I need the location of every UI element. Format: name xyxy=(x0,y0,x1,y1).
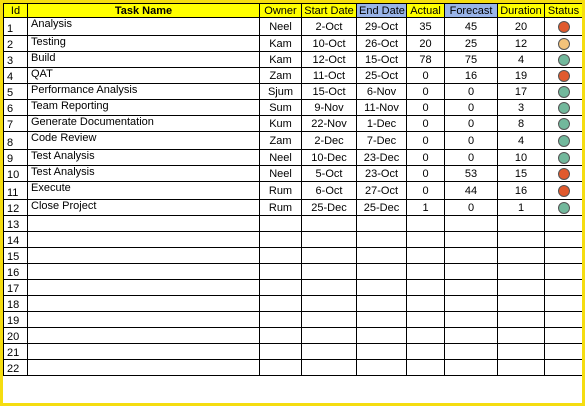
cell-status[interactable] xyxy=(545,166,583,182)
cell-status[interactable] xyxy=(545,150,583,166)
cell-task-name[interactable] xyxy=(28,360,260,376)
table-row xyxy=(4,312,583,328)
cell-status[interactable] xyxy=(545,232,583,248)
cell-task-name[interactable] xyxy=(28,328,260,344)
header-end-date[interactable]: End Date xyxy=(357,4,407,18)
cell-owner[interactable]: Kam xyxy=(260,36,302,52)
cell-id[interactable]: 18 xyxy=(4,296,28,312)
cell-duration[interactable]: 8 xyxy=(498,116,545,132)
cell-id[interactable]: 4 xyxy=(4,68,28,84)
table-row xyxy=(4,150,583,166)
cell-actual[interactable]: 35 xyxy=(407,18,445,36)
cell-task-name[interactable]: QAT xyxy=(28,68,260,84)
cell-end-date[interactable] xyxy=(357,296,407,312)
cell-start-date[interactable] xyxy=(302,344,357,360)
cell-status[interactable] xyxy=(545,52,583,68)
task-rows xyxy=(4,18,583,376)
cell-forecast[interactable]: 0 xyxy=(445,132,498,150)
cell-owner[interactable]: Neel xyxy=(260,18,302,36)
cell-duration[interactable]: 20 xyxy=(498,18,545,36)
cell-duration[interactable]: 3 xyxy=(498,100,545,116)
cell-duration[interactable] xyxy=(498,232,545,248)
cell-id[interactable]: 8 xyxy=(4,132,28,150)
cell-owner[interactable] xyxy=(260,216,302,232)
cell-start-date[interactable]: 12-Oct xyxy=(302,52,357,68)
cell-owner[interactable]: Rum xyxy=(260,182,302,200)
status-indicator-icon xyxy=(558,86,570,98)
status-indicator-icon xyxy=(558,202,570,214)
cell-start-date[interactable] xyxy=(302,312,357,328)
cell-start-date[interactable]: 9-Nov xyxy=(302,100,357,116)
cell-status[interactable] xyxy=(545,18,583,36)
cell-forecast[interactable] xyxy=(445,232,498,248)
cell-id[interactable]: 19 xyxy=(4,312,28,328)
cell-status[interactable] xyxy=(545,132,583,150)
status-indicator-icon xyxy=(558,21,570,33)
cell-task-name[interactable] xyxy=(28,232,260,248)
cell-actual[interactable] xyxy=(407,232,445,248)
table-row xyxy=(4,344,583,360)
header-row xyxy=(4,4,583,18)
table-row xyxy=(4,84,583,100)
cell-start-date[interactable]: 10-Dec xyxy=(302,150,357,166)
cell-owner[interactable] xyxy=(260,280,302,296)
cell-forecast[interactable]: 0 xyxy=(445,116,498,132)
cell-forecast[interactable]: 44 xyxy=(445,182,498,200)
cell-task-name[interactable] xyxy=(28,216,260,232)
cell-owner[interactable] xyxy=(260,248,302,264)
header-status[interactable]: Status xyxy=(545,4,583,18)
cell-forecast[interactable]: 0 xyxy=(445,150,498,166)
cell-owner[interactable]: Neel xyxy=(260,166,302,182)
cell-task-name[interactable] xyxy=(28,264,260,280)
cell-id[interactable]: 9 xyxy=(4,150,28,166)
cell-start-date[interactable]: 22-Nov xyxy=(302,116,357,132)
cell-actual[interactable] xyxy=(407,312,445,328)
cell-task-name[interactable]: Code Review xyxy=(28,132,260,150)
status-indicator-icon xyxy=(558,185,570,197)
cell-duration[interactable]: 10 xyxy=(498,150,545,166)
cell-start-date[interactable]: 2-Dec xyxy=(302,132,357,150)
table-row xyxy=(4,280,583,296)
cell-forecast[interactable] xyxy=(445,344,498,360)
cell-status[interactable] xyxy=(545,84,583,100)
cell-actual[interactable]: 0 xyxy=(407,84,445,100)
cell-duration[interactable] xyxy=(498,280,545,296)
cell-actual[interactable] xyxy=(407,280,445,296)
cell-owner[interactable] xyxy=(260,312,302,328)
cell-end-date[interactable]: 6-Nov xyxy=(357,84,407,100)
cell-start-date[interactable]: 11-Oct xyxy=(302,68,357,84)
cell-start-date[interactable] xyxy=(302,360,357,376)
status-indicator-icon xyxy=(558,168,570,180)
cell-id[interactable]: 21 xyxy=(4,344,28,360)
cell-actual[interactable]: 20 xyxy=(407,36,445,52)
cell-forecast[interactable]: 16 xyxy=(445,68,498,84)
cell-start-date[interactable]: 15-Oct xyxy=(302,84,357,100)
cell-status[interactable] xyxy=(545,264,583,280)
cell-duration[interactable]: 4 xyxy=(498,52,545,68)
cell-actual[interactable]: 0 xyxy=(407,68,445,84)
cell-owner[interactable] xyxy=(260,296,302,312)
cell-start-date[interactable]: 10-Oct xyxy=(302,36,357,52)
cell-start-date[interactable]: 2-Oct xyxy=(302,18,357,36)
header-forecast[interactable]: Forecast xyxy=(445,4,498,18)
cell-task-name[interactable]: Testing xyxy=(28,36,260,52)
cell-status[interactable] xyxy=(545,100,583,116)
cell-status[interactable] xyxy=(545,182,583,200)
cell-duration[interactable]: 17 xyxy=(498,84,545,100)
table-row xyxy=(4,264,583,280)
cell-duration[interactable]: 1 xyxy=(498,200,545,216)
cell-end-date[interactable]: 29-Oct xyxy=(357,18,407,36)
cell-start-date[interactable] xyxy=(302,216,357,232)
header-start-date[interactable]: Start Date xyxy=(302,4,357,18)
cell-actual[interactable] xyxy=(407,344,445,360)
cell-owner[interactable]: Neel xyxy=(260,150,302,166)
cell-owner[interactable] xyxy=(260,232,302,248)
cell-end-date[interactable] xyxy=(357,312,407,328)
cell-forecast[interactable] xyxy=(445,248,498,264)
cell-id[interactable]: 1 xyxy=(4,18,28,36)
cell-actual[interactable] xyxy=(407,328,445,344)
cell-end-date[interactable] xyxy=(357,360,407,376)
cell-forecast[interactable]: 0 xyxy=(445,100,498,116)
cell-id[interactable]: 7 xyxy=(4,116,28,132)
cell-end-date[interactable]: 1-Dec xyxy=(357,116,407,132)
cell-start-date[interactable] xyxy=(302,328,357,344)
cell-duration[interactable] xyxy=(498,264,545,280)
cell-start-date[interactable]: 25-Dec xyxy=(302,200,357,216)
cell-duration[interactable]: 16 xyxy=(498,182,545,200)
cell-actual[interactable] xyxy=(407,264,445,280)
cell-forecast[interactable]: 0 xyxy=(445,200,498,216)
header-id[interactable]: Id xyxy=(4,4,28,18)
cell-end-date[interactable]: 27-Oct xyxy=(357,182,407,200)
cell-end-date[interactable] xyxy=(357,264,407,280)
cell-owner[interactable] xyxy=(260,264,302,280)
table-row xyxy=(4,182,583,200)
cell-actual[interactable]: 0 xyxy=(407,116,445,132)
cell-end-date[interactable] xyxy=(357,232,407,248)
cell-status[interactable] xyxy=(545,36,583,52)
cell-duration[interactable]: 12 xyxy=(498,36,545,52)
table-row xyxy=(4,116,583,132)
cell-end-date[interactable]: 23-Dec xyxy=(357,150,407,166)
cell-owner[interactable] xyxy=(260,344,302,360)
cell-start-date[interactable] xyxy=(302,264,357,280)
table-row xyxy=(4,132,583,150)
cell-forecast[interactable] xyxy=(445,280,498,296)
table-row xyxy=(4,100,583,116)
cell-status[interactable] xyxy=(545,280,583,296)
cell-task-name[interactable] xyxy=(28,280,260,296)
cell-task-name[interactable]: Test Analysis xyxy=(28,150,260,166)
cell-start-date[interactable] xyxy=(302,296,357,312)
header-actual[interactable]: Actual xyxy=(407,4,445,18)
cell-forecast[interactable]: 53 xyxy=(445,166,498,182)
cell-forecast[interactable]: 0 xyxy=(445,84,498,100)
cell-actual[interactable]: 1 xyxy=(407,200,445,216)
cell-owner[interactable]: Zam xyxy=(260,132,302,150)
cell-actual[interactable]: 0 xyxy=(407,150,445,166)
cell-actual[interactable]: 0 xyxy=(407,166,445,182)
cell-end-date[interactable]: 25-Dec xyxy=(357,200,407,216)
cell-id[interactable]: 6 xyxy=(4,100,28,116)
cell-duration[interactable] xyxy=(498,360,545,376)
cell-owner[interactable] xyxy=(260,328,302,344)
cell-owner[interactable]: Kam xyxy=(260,52,302,68)
cell-end-date[interactable] xyxy=(357,248,407,264)
cell-id[interactable]: 15 xyxy=(4,248,28,264)
cell-id[interactable]: 17 xyxy=(4,280,28,296)
cell-duration[interactable]: 4 xyxy=(498,132,545,150)
cell-task-name[interactable]: Build xyxy=(28,52,260,68)
cell-end-date[interactable]: 23-Oct xyxy=(357,166,407,182)
cell-task-name[interactable] xyxy=(28,248,260,264)
cell-forecast[interactable] xyxy=(445,360,498,376)
cell-id[interactable]: 12 xyxy=(4,200,28,216)
cell-owner[interactable]: Rum xyxy=(260,200,302,216)
cell-actual[interactable]: 0 xyxy=(407,132,445,150)
status-indicator-icon xyxy=(558,54,570,66)
cell-end-date[interactable] xyxy=(357,280,407,296)
cell-owner[interactable] xyxy=(260,360,302,376)
cell-duration[interactable]: 19 xyxy=(498,68,545,84)
cell-start-date[interactable]: 5-Oct xyxy=(302,166,357,182)
table-row xyxy=(4,68,583,84)
cell-forecast[interactable] xyxy=(445,296,498,312)
cell-start-date[interactable] xyxy=(302,248,357,264)
cell-end-date[interactable]: 25-Oct xyxy=(357,68,407,84)
cell-forecast[interactable] xyxy=(445,312,498,328)
cell-end-date[interactable]: 7-Dec xyxy=(357,132,407,150)
cell-id[interactable]: 16 xyxy=(4,264,28,280)
table-row xyxy=(4,18,583,36)
header-task-name[interactable]: Task Name xyxy=(28,4,260,18)
cell-duration[interactable]: 15 xyxy=(498,166,545,182)
cell-forecast[interactable]: 45 xyxy=(445,18,498,36)
table-row xyxy=(4,216,583,232)
cell-duration[interactable] xyxy=(498,344,545,360)
cell-status[interactable] xyxy=(545,296,583,312)
table-row xyxy=(4,52,583,68)
cell-duration[interactable] xyxy=(498,328,545,344)
table-row xyxy=(4,296,583,312)
cell-task-name[interactable]: Analysis xyxy=(28,18,260,36)
cell-status[interactable] xyxy=(545,216,583,232)
cell-duration[interactable] xyxy=(498,312,545,328)
cell-end-date[interactable] xyxy=(357,328,407,344)
cell-task-name[interactable]: Execute xyxy=(28,182,260,200)
cell-id[interactable]: 11 xyxy=(4,182,28,200)
table-row xyxy=(4,360,583,376)
cell-status[interactable] xyxy=(545,360,583,376)
table-row xyxy=(4,200,583,216)
table-row xyxy=(4,328,583,344)
header-owner[interactable]: Owner xyxy=(260,4,302,18)
cell-forecast[interactable] xyxy=(445,264,498,280)
cell-owner[interactable]: Sum xyxy=(260,100,302,116)
status-indicator-icon xyxy=(558,135,570,147)
status-indicator-icon xyxy=(558,152,570,164)
cell-duration[interactable] xyxy=(498,248,545,264)
cell-id[interactable]: 5 xyxy=(4,84,28,100)
task-table xyxy=(3,3,583,376)
cell-task-name[interactable] xyxy=(28,296,260,312)
cell-task-name[interactable]: Close Project xyxy=(28,200,260,216)
cell-id[interactable]: 10 xyxy=(4,166,28,182)
cell-status[interactable] xyxy=(545,248,583,264)
cell-task-name[interactable]: Test Analysis xyxy=(28,166,260,182)
cell-start-date[interactable] xyxy=(302,232,357,248)
cell-owner[interactable]: Kum xyxy=(260,116,302,132)
cell-status[interactable] xyxy=(545,344,583,360)
cell-forecast[interactable]: 75 xyxy=(445,52,498,68)
cell-task-name[interactable] xyxy=(28,344,260,360)
cell-status[interactable] xyxy=(545,328,583,344)
status-indicator-icon xyxy=(558,38,570,50)
cell-status[interactable] xyxy=(545,68,583,84)
cell-actual[interactable]: 0 xyxy=(407,100,445,116)
status-indicator-icon xyxy=(558,118,570,130)
cell-end-date[interactable]: 11-Nov xyxy=(357,100,407,116)
cell-duration[interactable] xyxy=(498,296,545,312)
cell-id[interactable]: 13 xyxy=(4,216,28,232)
cell-task-name[interactable] xyxy=(28,312,260,328)
cell-end-date[interactable]: 15-Oct xyxy=(357,52,407,68)
table-row xyxy=(4,166,583,182)
cell-id[interactable]: 22 xyxy=(4,360,28,376)
table-row xyxy=(4,36,583,52)
cell-actual[interactable] xyxy=(407,216,445,232)
cell-status[interactable] xyxy=(545,312,583,328)
cell-id[interactable]: 20 xyxy=(4,328,28,344)
cell-actual[interactable]: 78 xyxy=(407,52,445,68)
cell-task-name[interactable]: Generate Documentation xyxy=(28,116,260,132)
cell-duration[interactable] xyxy=(498,216,545,232)
cell-status[interactable] xyxy=(545,200,583,216)
cell-forecast[interactable] xyxy=(445,328,498,344)
cell-id[interactable]: 14 xyxy=(4,232,28,248)
cell-owner[interactable]: Sjum xyxy=(260,84,302,100)
status-indicator-icon xyxy=(558,70,570,82)
cell-forecast[interactable] xyxy=(445,216,498,232)
cell-end-date[interactable] xyxy=(357,216,407,232)
cell-actual[interactable] xyxy=(407,248,445,264)
cell-id[interactable]: 3 xyxy=(4,52,28,68)
cell-actual[interactable] xyxy=(407,296,445,312)
cell-task-name[interactable]: Team Reporting xyxy=(28,100,260,116)
cell-id[interactable]: 2 xyxy=(4,36,28,52)
cell-actual[interactable]: 0 xyxy=(407,182,445,200)
header-duration[interactable]: Duration xyxy=(498,4,545,18)
cell-end-date[interactable]: 26-Oct xyxy=(357,36,407,52)
cell-end-date[interactable] xyxy=(357,344,407,360)
table-row xyxy=(4,232,583,248)
cell-status[interactable] xyxy=(545,116,583,132)
cell-actual[interactable] xyxy=(407,360,445,376)
cell-task-name[interactable]: Performance Analysis xyxy=(28,84,260,100)
cell-owner[interactable]: Zam xyxy=(260,68,302,84)
cell-forecast[interactable]: 25 xyxy=(445,36,498,52)
cell-start-date[interactable] xyxy=(302,280,357,296)
table-row xyxy=(4,248,583,264)
status-indicator-icon xyxy=(558,102,570,114)
cell-start-date[interactable]: 6-Oct xyxy=(302,182,357,200)
